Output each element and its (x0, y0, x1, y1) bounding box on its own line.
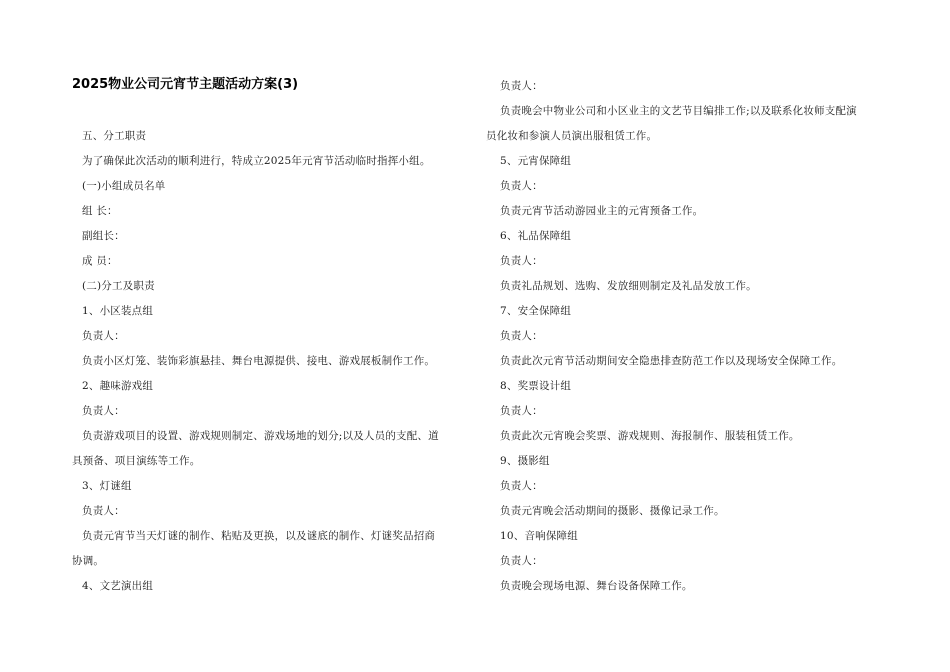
paragraph-line: 负责元宵晚会活动期间的摄影、摄像记录工作。 (500, 505, 725, 517)
paragraph-line: 负责晚会中物业公司和小区业主的文艺节目编排工作;以及联系化妆师支配演 (500, 105, 857, 117)
paragraph-line: 具预备、项目演练等工作。 (72, 455, 201, 467)
paragraph-line: 负责人： (500, 255, 543, 267)
group-heading: 7、安全保障组 (500, 305, 572, 317)
group-heading: 1、小区装点组 (82, 305, 154, 317)
paragraph-line: 负责人： (82, 330, 125, 342)
paragraph-line: 负责人： (82, 505, 125, 517)
group-heading: 4、文艺演出组 (82, 580, 154, 592)
paragraph-line: 负责人： (82, 405, 125, 417)
paragraph-line: 负责此次元宵节活动期间安全隐患排查防范工作以及现场安全保障工作。 (500, 355, 843, 367)
paragraph-line: 负责元宵节当天灯谜的制作、粘贴及更换，以及谜底的制作、灯谜奖品招商 (82, 530, 436, 542)
paragraph-line: 成 员： (82, 255, 118, 267)
paragraph-line: 负责元宵节活动游园业主的元宵预备工作。 (500, 205, 704, 217)
section-heading: 五、分工职责 (82, 130, 147, 142)
paragraph-line: 负责人： (500, 405, 543, 417)
group-heading: 10、音响保障组 (500, 530, 578, 542)
subsection-heading: (二)分工及职责 (82, 280, 155, 292)
paragraph-line: 协调。 (72, 555, 105, 567)
document-title: 2025物业公司元宵节主题活动方案(3) (72, 77, 299, 92)
group-heading: 5、元宵保障组 (500, 155, 572, 167)
group-heading: 3、灯谜组 (82, 480, 132, 492)
group-heading: 6、礼品保障组 (500, 230, 572, 242)
paragraph-line: 组 长： (82, 205, 118, 217)
paragraph-line: 副组长： (82, 230, 125, 242)
group-heading: 9、摄影组 (500, 455, 550, 467)
paragraph-line: 负责游戏项目的设置、游戏规则制定、游戏场地的划分;以及人员的支配、道 (82, 430, 439, 442)
group-heading: 8、奖票设计组 (500, 380, 572, 392)
paragraph-line: 负责人： (500, 555, 543, 567)
paragraph-line: 负责人： (500, 80, 543, 92)
paragraph-line: 员化妆和参演人员演出服租赁工作。 (486, 130, 658, 142)
paragraph-line: 负责人： (500, 480, 543, 492)
paragraph-line: 负责此次元宵晚会奖票、游戏规则、海报制作、服装租赁工作。 (500, 430, 800, 442)
subsection-heading: (一)小组成员名单 (82, 180, 166, 192)
paragraph-line: 负责人： (500, 330, 543, 342)
group-heading: 2、趣味游戏组 (82, 380, 154, 392)
paragraph-line: 负责礼品规划、选购、发放细则制定及礼品发放工作。 (500, 280, 757, 292)
paragraph-line: 负责小区灯笼、装饰彩旗悬挂、舞台电源提供、接电、游戏展板制作工作。 (82, 355, 436, 367)
paragraph-line: 为了确保此次活动的顺利进行，特成立2025年元宵节活动临时指挥小组。 (82, 155, 431, 167)
paragraph-line: 负责人： (500, 180, 543, 192)
paragraph-line: 负责晚会现场电源、舞台设备保障工作。 (500, 580, 693, 592)
